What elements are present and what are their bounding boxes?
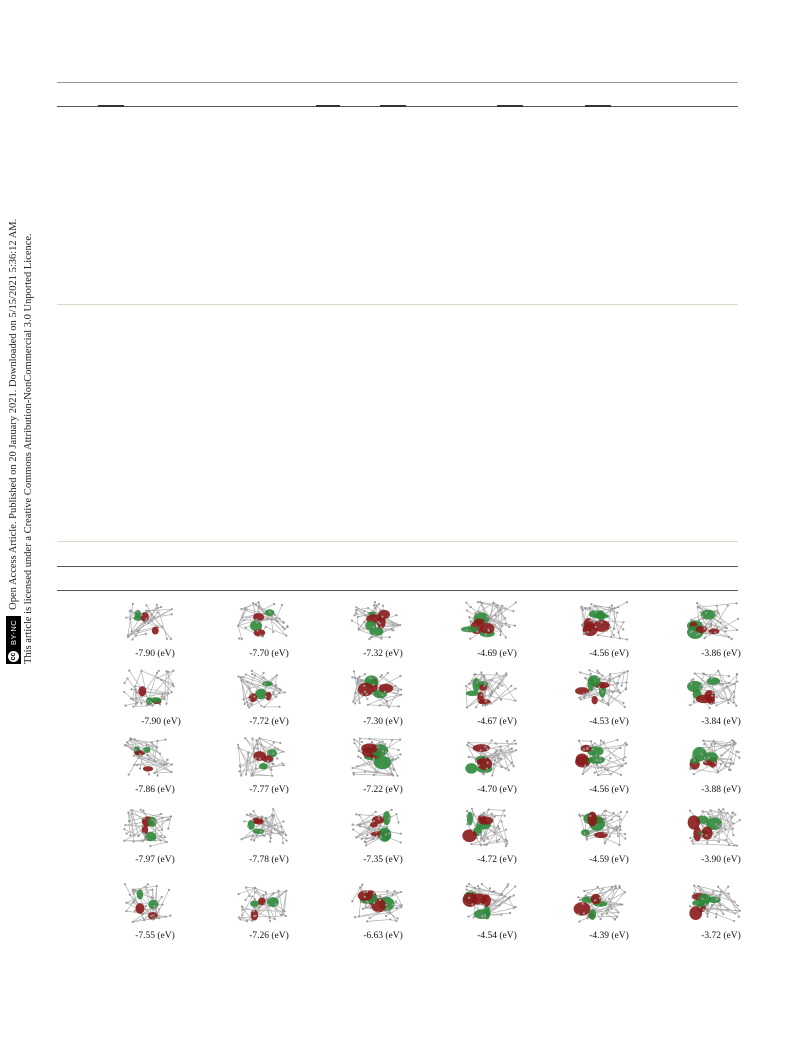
orbital-cell — [100, 734, 210, 800]
orbital-cell — [328, 804, 438, 870]
orbital-cell — [214, 880, 324, 946]
orbital-cell — [666, 734, 776, 800]
orbital-energy: -7.30 (eV) — [363, 717, 403, 727]
orbital-row — [100, 598, 745, 664]
orbital-cell — [328, 880, 438, 946]
molecule-image — [572, 598, 634, 644]
molecule-image — [684, 880, 746, 926]
molecule-image — [118, 804, 180, 850]
orbital-cell — [328, 666, 438, 732]
orbital-cell — [442, 598, 552, 664]
table-top-rule — [57, 82, 738, 83]
orbital-energy: -7.55 (eV) — [135, 931, 175, 941]
orbital-energy: -7.90 (eV) — [135, 649, 175, 659]
molecule-image — [460, 666, 522, 712]
orbital-cell — [100, 598, 210, 664]
orbital-cell — [666, 666, 776, 732]
molecule-image — [118, 880, 180, 926]
publication-notice: Open Access Article. Published on 20 January 2021. Downloaded on 5/15/2021 5:36:12 AM. — [8, 218, 19, 610]
molecule-image — [684, 804, 746, 850]
orbital-energy: -7.90 (eV) — [141, 717, 181, 727]
orbital-energy: -7.77 (eV) — [249, 785, 289, 795]
molecule-image — [572, 666, 634, 712]
figure-header-rule — [57, 590, 738, 591]
orbital-row — [100, 804, 745, 870]
cc-icon: cc — [10, 652, 17, 661]
orbital-cell — [100, 880, 210, 946]
molecule-image — [460, 804, 522, 850]
orbital-energy: -4.70 (eV) — [477, 785, 517, 795]
orbital-cell — [554, 804, 664, 870]
header-underline — [585, 105, 611, 107]
orbital-energy: -6.63 (eV) — [363, 931, 403, 941]
orbital-energy: -7.97 (eV) — [135, 855, 175, 865]
license-type: BY-NC — [9, 619, 18, 645]
orbital-energy: -4.67 (eV) — [477, 717, 517, 727]
molecule-image — [572, 734, 634, 780]
orbital-energy: -7.32 (eV) — [363, 649, 403, 659]
orbital-energy: -3.86 (eV) — [701, 649, 741, 659]
orbital-cell — [100, 804, 210, 870]
orbital-energy: -3.88 (eV) — [701, 785, 741, 795]
orbital-cell — [666, 598, 776, 664]
license-notice[interactable]: This article is licensed under a Creative Commons Attribution-NonCommercial 3.0 Unported Licence. — [22, 233, 34, 664]
molecule-image — [460, 880, 522, 926]
orbital-cell — [214, 666, 324, 732]
orbital-cell — [328, 598, 438, 664]
orbital-energy: -4.53 (eV) — [589, 717, 629, 727]
orbital-energy: -3.72 (eV) — [701, 931, 741, 941]
orbital-cell — [666, 804, 776, 870]
cc-license-badge[interactable] — [6, 616, 21, 664]
orbital-energy: -7.70 (eV) — [249, 649, 289, 659]
molecule-image — [346, 666, 408, 712]
molecule-image — [232, 804, 294, 850]
molecule-image — [232, 666, 294, 712]
orbital-energy: -4.56 (eV) — [589, 649, 629, 659]
molecule-image — [232, 880, 294, 926]
header-underline — [497, 105, 523, 107]
orbital-row — [100, 734, 745, 800]
molecule-image — [118, 734, 180, 780]
molecule-image — [684, 734, 746, 780]
orbital-cell — [442, 734, 552, 800]
orbital-cell — [442, 804, 552, 870]
orbital-cell — [214, 734, 324, 800]
orbital-row — [100, 666, 745, 732]
molecule-image — [232, 598, 294, 644]
header-underline — [98, 105, 124, 107]
orbital-cell — [442, 666, 552, 732]
molecule-image — [572, 880, 634, 926]
orbital-row — [100, 880, 745, 946]
orbital-energy: -7.86 (eV) — [135, 785, 175, 795]
header-underline — [316, 105, 340, 107]
molecule-image — [460, 598, 522, 644]
orbital-cell — [554, 734, 664, 800]
section-divider — [57, 541, 738, 542]
orbital-cell — [442, 880, 552, 946]
orbital-cell — [554, 880, 664, 946]
molecule-image — [232, 734, 294, 780]
molecule-image — [346, 598, 408, 644]
molecule-image — [346, 804, 408, 850]
molecule-image — [346, 880, 408, 926]
molecule-image — [460, 734, 522, 780]
molecule-image — [684, 598, 746, 644]
molecule-image — [346, 734, 408, 780]
orbital-energy: -3.90 (eV) — [701, 855, 741, 865]
orbital-cell — [554, 666, 664, 732]
orbital-energy: -4.59 (eV) — [589, 855, 629, 865]
orbital-cell — [214, 598, 324, 664]
orbital-energy: -7.22 (eV) — [363, 785, 403, 795]
orbital-energy: -7.35 (eV) — [363, 855, 403, 865]
orbital-cell — [214, 804, 324, 870]
orbital-energy: -3.84 (eV) — [701, 717, 741, 727]
license-sidebar — [6, 124, 42, 664]
molecule-image — [684, 666, 746, 712]
orbital-cell — [328, 734, 438, 800]
molecule-image — [572, 804, 634, 850]
orbital-energy: -7.78 (eV) — [249, 855, 289, 865]
molecule-image — [118, 598, 180, 644]
orbital-energy: -4.72 (eV) — [477, 855, 517, 865]
header-underline — [380, 105, 406, 107]
orbital-cell — [666, 880, 776, 946]
figure-top-rule — [57, 566, 738, 567]
section-divider — [57, 304, 738, 305]
orbital-energy: -7.26 (eV) — [249, 931, 289, 941]
orbital-cell — [554, 598, 664, 664]
orbital-energy: -7.72 (eV) — [249, 717, 289, 727]
orbital-cell — [100, 666, 210, 732]
orbital-energy: -4.54 (eV) — [477, 931, 517, 941]
orbital-energy: -4.56 (eV) — [589, 785, 629, 795]
molecule-image — [118, 666, 180, 712]
orbital-energy: -4.39 (eV) — [589, 931, 629, 941]
orbital-energy: -4.69 (eV) — [477, 649, 517, 659]
